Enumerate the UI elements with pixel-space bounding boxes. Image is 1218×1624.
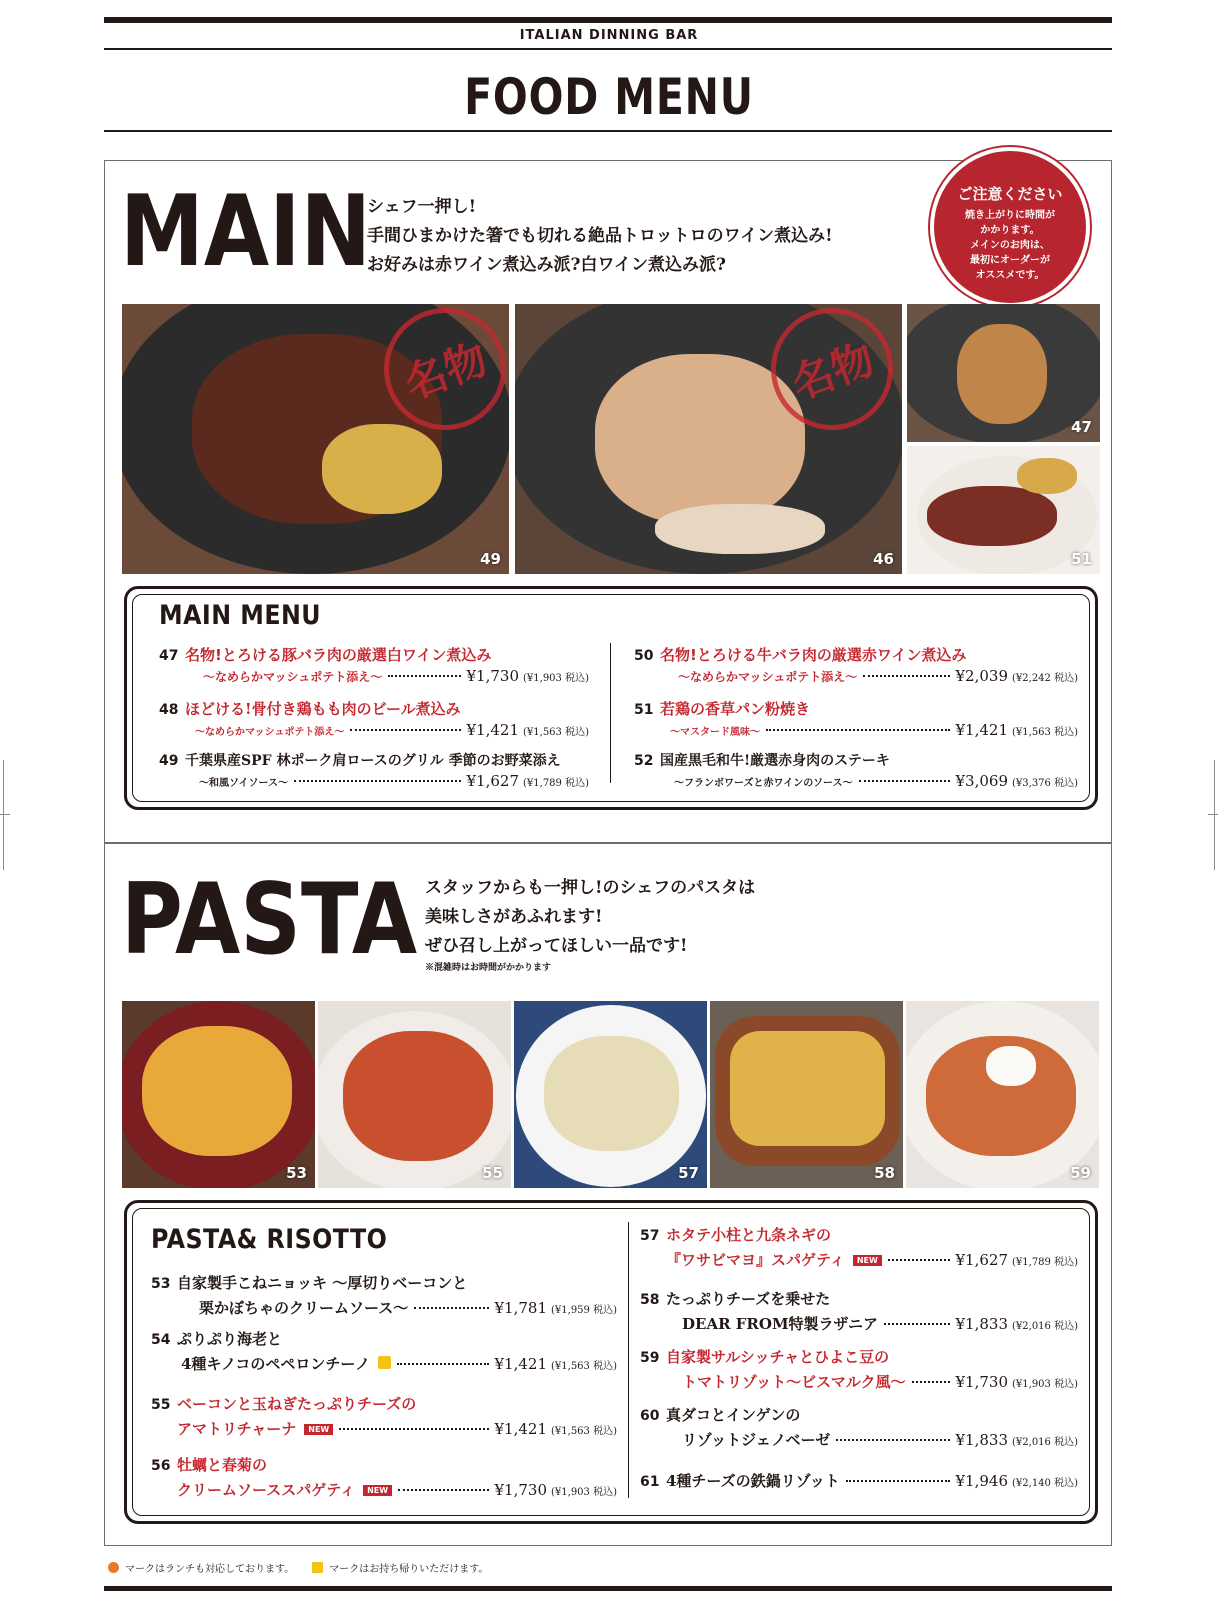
leader-dots: [836, 1439, 949, 1441]
item-number: 59: [640, 1350, 660, 1366]
item-price-tax: (¥1,563 税込): [523, 727, 589, 738]
menu-item-48: [159, 698, 589, 739]
item-price-tax: (¥1,563 税込): [551, 1361, 617, 1372]
item-price: ¥1,627: [955, 1251, 1009, 1269]
leader-dots: [884, 1323, 950, 1325]
menu-item-54: [151, 1328, 617, 1374]
main-intro-line: 手間ひまかけた箸でも切れる絶品トロットロのワイン煮込み!: [367, 226, 833, 246]
pasta-intro-note: ※混雑時はお時間がかかります: [425, 963, 552, 973]
item-name: 4種チーズの鉄鍋リゾット: [666, 1472, 840, 1490]
signature-stamp-icon: 名物: [754, 304, 902, 447]
dish-potato: [1017, 458, 1077, 494]
photo-number: 57: [678, 1164, 699, 1182]
item-name: 名物!とろける牛バラ肉の厳選赤ワイン煮込み: [660, 646, 967, 664]
header-subtitle: ITALIAN DINNING BAR: [519, 28, 699, 43]
item-name: ベーコンと玉ねぎたっぷりチーズの: [177, 1395, 417, 1413]
item-price-tax: (¥1,563 税込): [1012, 727, 1078, 738]
photo-number: 46: [873, 550, 894, 568]
item-price: ¥2,039: [955, 667, 1009, 685]
item-number: 56: [151, 1458, 171, 1474]
signature-stamp-icon: 名物: [367, 304, 509, 447]
title-divider: [104, 130, 1112, 132]
item-number: 50: [634, 648, 654, 664]
pasta-menu-column-divider: [628, 1222, 629, 1498]
item-name: 自家製手こねニョッキ ～厚切りベーコンと: [177, 1274, 468, 1292]
caution-line: メインのお肉は、: [970, 240, 1050, 251]
item-number: 61: [640, 1474, 660, 1490]
pasta-intro: [425, 874, 755, 975]
item-price: ¥1,946: [955, 1472, 1009, 1490]
item-name: ぷりぷり海老と: [177, 1330, 283, 1348]
item-name-line2: DEAR FROM特製ラザニア: [682, 1315, 878, 1333]
item-subtitle: ～なめらかマッシュポテト添え～: [203, 670, 383, 684]
item-price: ¥1,421: [494, 1420, 548, 1438]
photo-number: 49: [480, 550, 501, 568]
menu-item-55: [151, 1393, 617, 1439]
photo-number: 58: [874, 1164, 895, 1182]
item-price-tax: (¥1,903 税込): [1012, 1379, 1078, 1390]
header-divider: [104, 48, 1112, 50]
leader-dots: [846, 1480, 950, 1482]
leader-dots: [397, 1363, 488, 1365]
crop-mark: [0, 814, 10, 815]
caution-line: オススメです。: [975, 270, 1045, 281]
leader-dots: [766, 729, 950, 731]
item-name-line2: トマトリゾット～ビスマルク風～: [682, 1373, 906, 1391]
dish-photo-51: [907, 446, 1100, 574]
item-number: 53: [151, 1276, 171, 1292]
item-price: ¥1,421: [955, 721, 1009, 739]
main-menu-column-divider: [610, 643, 611, 783]
item-name-line2: クリームソーススパゲティ: [177, 1481, 356, 1499]
menu-item-52: [634, 750, 1078, 790]
item-price-tax: (¥2,242 税込): [1012, 673, 1078, 684]
dish-food: [544, 1036, 679, 1151]
crop-mark: [1208, 814, 1218, 815]
new-badge: NEW: [853, 1255, 882, 1266]
item-name: ホタテ小柱と九条ネギの: [666, 1226, 832, 1244]
item-number: 52: [634, 753, 654, 769]
dish-photo-47: [907, 304, 1100, 442]
main-intro: [367, 193, 833, 280]
dish-photo-58: [710, 1001, 903, 1188]
item-name-line2: 4種キノコのペペロンチーノ: [181, 1355, 371, 1373]
dish-food: [927, 486, 1057, 546]
pasta-heading: PASTA: [121, 863, 418, 977]
leader-dots: [388, 675, 460, 677]
dish-photo-46: [515, 304, 902, 574]
item-subtitle: ～マスタード風味～: [670, 727, 760, 738]
item-name: 自家製サルシッチャとひよこ豆の: [666, 1348, 890, 1366]
caution-line: 焼き上がりに時間が: [965, 210, 1055, 221]
item-name-line2: リゾットジェノベーゼ: [682, 1431, 831, 1449]
takeout-mark-icon: [378, 1356, 391, 1369]
caution-line: 最初にオーダーが: [970, 255, 1050, 266]
item-number: 55: [151, 1397, 171, 1413]
dish-photo-59: [906, 1001, 1099, 1188]
item-price: ¥1,833: [955, 1315, 1009, 1333]
main-menu-title: MAIN MENU: [159, 600, 322, 631]
menu-item-56: [151, 1454, 617, 1500]
new-badge: NEW: [304, 1424, 333, 1435]
item-name-line2: 栗かぼちゃのクリームソース～: [199, 1299, 409, 1317]
menu-item-47: [159, 644, 589, 685]
crop-mark: [1214, 760, 1215, 870]
item-price: ¥1,833: [955, 1431, 1009, 1449]
photo-number: 47: [1071, 418, 1092, 436]
takeout-note: マークはお持ち帰りいただけます。: [329, 1564, 489, 1575]
item-name: 名物!とろける豚バラ肉の厳選白ワイン煮込み: [185, 646, 492, 664]
item-number: 57: [640, 1228, 660, 1244]
main-intro-line: お好みは赤ワイン煮込み派?白ワイン煮込み派?: [367, 255, 726, 275]
leader-dots: [863, 675, 949, 677]
dish-potato: [322, 424, 442, 514]
caution-badge: [930, 147, 1090, 307]
leader-dots: [912, 1381, 950, 1383]
leader-dots: [414, 1307, 488, 1309]
item-name-line2: 『ワサビマヨ』スパゲティ: [666, 1251, 845, 1269]
item-name: 真ダコとインゲンの: [666, 1406, 801, 1424]
item-number: 47: [159, 648, 179, 664]
item-number: 48: [159, 702, 179, 718]
photo-number: 53: [286, 1164, 307, 1182]
crop-mark: [3, 760, 4, 870]
pasta-intro-line: ぜひ召し上がってほしい一品です!: [425, 936, 688, 956]
page-title: FOOD MENU: [464, 68, 754, 126]
item-number: 49: [159, 753, 179, 769]
pasta-intro-line: スタッフからも一押し!のシェフのパスタは: [425, 878, 756, 898]
section-divider: [104, 842, 1112, 844]
item-number: 51: [634, 702, 654, 718]
item-subtitle: ～和風ソイソース～: [199, 778, 288, 789]
item-price: ¥3,069: [955, 772, 1009, 790]
item-name: たっぷりチーズを乗せた: [666, 1290, 831, 1308]
dish-egg: [986, 1046, 1036, 1086]
dish-food: [343, 1031, 493, 1161]
item-name-line2: アマトリチャーナ: [177, 1420, 297, 1438]
leader-dots: [294, 780, 461, 782]
leader-dots: [859, 780, 950, 782]
item-price-tax: (¥2,016 税込): [1012, 1321, 1078, 1332]
caution-body: [934, 208, 1086, 283]
item-price: ¥1,421: [466, 721, 520, 739]
item-price-tax: (¥1,903 税込): [523, 673, 589, 684]
dish-sauce: [655, 504, 825, 554]
item-subtitle: ～フランボワーズと赤ワインのソース～: [674, 778, 853, 789]
menu-item-59: [640, 1346, 1078, 1392]
item-name: 国産黒毛和牛!厳選赤身肉のステーキ: [660, 753, 890, 769]
item-subtitle: ～なめらかマッシュポテト添え～: [195, 727, 345, 738]
photo-number: 51: [1071, 550, 1092, 568]
new-badge: NEW: [363, 1485, 392, 1496]
dish-photo-53: [122, 1001, 315, 1188]
item-price: ¥1,421: [494, 1355, 548, 1373]
photo-number: 59: [1070, 1164, 1091, 1182]
menu-item-51: [634, 698, 1078, 739]
item-number: 58: [640, 1292, 660, 1308]
bottom-rule: [104, 1586, 1112, 1591]
item-price-tax: (¥1,903 税込): [551, 1487, 617, 1498]
footer-legend: [108, 1560, 488, 1575]
item-name: ほどける!骨付き鶏もも肉のビール煮込み: [185, 700, 461, 718]
main-intro-line: シェフ一押し!: [367, 197, 477, 217]
photo-number: 55: [482, 1164, 503, 1182]
item-name: 牡蠣と春菊の: [177, 1456, 268, 1474]
item-price-tax: (¥3,376 税込): [1012, 778, 1078, 789]
item-number: 54: [151, 1332, 171, 1348]
dish-food: [142, 1026, 292, 1156]
top-rule: [104, 17, 1112, 23]
item-price-tax: (¥1,959 税込): [551, 1305, 617, 1316]
menu-item-58: [640, 1288, 1078, 1334]
menu-item-49: [159, 750, 589, 790]
dish-food: [957, 324, 1047, 424]
menu-item-50: [634, 644, 1078, 685]
item-name: 千葉県産SPF 林ポーク肩ロースのグリル 季節のお野菜添え: [185, 753, 561, 769]
item-price-tax: (¥1,789 税込): [1012, 1257, 1078, 1268]
dish-photo-55: [318, 1001, 511, 1188]
item-name: 若鶏の香草パン粉焼き: [660, 700, 811, 718]
lunch-mark-icon: [108, 1562, 119, 1573]
dish-photo-57: [514, 1001, 707, 1188]
menu-item-61: [640, 1470, 1078, 1491]
item-price-tax: (¥2,016 税込): [1012, 1437, 1078, 1448]
leader-dots: [350, 729, 460, 731]
leader-dots: [398, 1489, 488, 1491]
dish-food: [730, 1031, 885, 1146]
menu-item-53: [151, 1272, 617, 1318]
main-heading: MAIN: [120, 175, 371, 289]
dish-photo-49: [122, 304, 509, 574]
item-price-tax: (¥2,140 税込): [1012, 1478, 1078, 1489]
item-price: ¥1,730: [955, 1373, 1009, 1391]
item-price: ¥1,730: [466, 667, 520, 685]
menu-item-57: [640, 1224, 1078, 1270]
caution-line: かかります。: [980, 225, 1040, 236]
pasta-intro-line: 美味しさがあふれます!: [425, 907, 603, 927]
item-price: ¥1,627: [466, 772, 520, 790]
item-price-tax: (¥1,789 税込): [523, 778, 589, 789]
item-price-tax: (¥1,563 税込): [551, 1426, 617, 1437]
item-price: ¥1,781: [494, 1299, 548, 1317]
leader-dots: [339, 1428, 488, 1430]
lunch-note: マークはランチも対応しております。: [125, 1564, 295, 1575]
caution-title: ご注意ください: [957, 185, 1063, 203]
leader-dots: [888, 1259, 950, 1261]
pasta-menu-title: PASTA& RISOTTO: [151, 1224, 388, 1255]
menu-item-60: [640, 1404, 1078, 1450]
takeout-mark-icon: [312, 1562, 323, 1573]
item-subtitle: ～なめらかマッシュポテト添え～: [678, 670, 858, 684]
item-price: ¥1,730: [494, 1481, 548, 1499]
item-number: 60: [640, 1408, 660, 1424]
